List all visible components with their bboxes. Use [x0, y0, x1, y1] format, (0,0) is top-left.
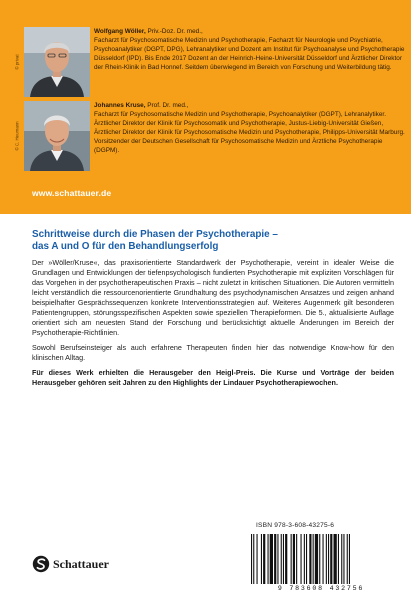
author-bio-text: Facharzt für Psychosomatische Medizin und Psychotherapie, Facharzt für Neurologie und Psychiatrie, Psychoanalytiker (DGPT, DPG), Lehranalytiker und Dozent am Institut für Psychoanalyse und Psychotherapie Düsseldorf (IPD). Bis Ende 2017 Dozent an der Heinrich-Heine-Universität Düsseldorf und Ärztlicher Direktor der Rhein-Klinik in Bad Honnef. Seitdem überwiegend im Bereich von Forschung und Weiterbildung tätig. [94, 37, 405, 72]
publisher-name: Schattauer [53, 556, 109, 571]
isbn-label: ISBN 978-3-608-43275-6 [256, 522, 335, 529]
award-paragraph: Für dieses Werk erhielten die Herausgeber den Heigl-Preis. Die Kurse und Vorträge der beiden Herausgeber gehören seit Jahren zu den Highlights der Lindauer Psychotherapiewochen. [32, 367, 394, 387]
author-name: Johannes Kruse, [94, 102, 146, 109]
blurb-paragraph: Sowohl Berufseinsteiger als auch erfahrene Therapeuten finden hier das notwendige Know-how für den klinischen Alltag. [32, 342, 394, 363]
author-panel [0, 0, 411, 214]
schattauer-logo-icon [32, 555, 50, 573]
author-photo [24, 101, 90, 171]
author-bio [94, 101, 408, 156]
author-portrait-icon [24, 27, 90, 97]
photo-credit: © C. Heumann [14, 121, 20, 151]
blurb-paragraph: Der »Wöller/Kruse«, das praxisorientierte Standardwerk der Psychotherapie, vereint in idealer Weise die Grundlagen und Entwicklungen der tiefenpsychologisch fundierten Psychotherapie mit expliziten Vorschlägen für das Vorgehen in der psychotherapeutischen Praxis – nicht zuletzt in kritischen Situationen. Die Autoren vermitteln leicht verständlich die ressourcenorientierte Grundhaltung des psychodynamischen Ansatzes und zeigen anhand beispielhafter Gesprächssequenzen konkrete Interventionsstrategien auf. Weiteres Augenmerk gilt besonderen Patientengruppen, störungsspezifischen Aspekten sowie speziellen Therapieformen. Die 5., aktualisierte Auflage orientiert sich am neuesten Stand der Forschung und berücksichtigt aktuelle Änderungen im Bereich der Psychotherapie-Richtlinien. [32, 258, 394, 338]
barcode [248, 534, 394, 588]
headline-line-2: das A und O für den Behandlungserfolg [32, 241, 219, 252]
headline-line-1: Schrittweise durch die Phasen der Psychotherapie – [32, 229, 278, 240]
author-photo [24, 27, 90, 97]
author-titles: Priv.-Doz. Dr. med., [145, 28, 203, 35]
photo-credit: © privat [14, 54, 20, 70]
author-portrait-icon [24, 101, 90, 171]
blurb-body [32, 258, 394, 392]
blurb-headline [32, 229, 392, 253]
publisher-website-link[interactable]: www.schattauer.de [32, 188, 112, 198]
author-titles: Prof. Dr. med., [145, 102, 189, 109]
barcode-digits: 9 783608 432756 [277, 585, 365, 592]
barcode-bars [248, 534, 394, 586]
author-name: Wolfgang Wöller, [94, 28, 146, 35]
author-bio [94, 27, 408, 72]
author-bio-text: Facharzt für Psychosomatische Medizin und Psychotherapie, Psychoanalytiker (DGPT), Lehranalytiker. Ärztlicher Direktor der Klinik für Psychosomatik und Psychotherapie, Justus-Liebig-Universität Gießen, Ärztlicher Direktor der Klinik für Psychosomatische Medizin und Psychotherapie, Philipps-Universität Marburg. Vorsitzender der Deutschen Gesellschaft für Psychosomatische Medizin und Ärztliche Psychotherapie (DGPM). [94, 111, 405, 155]
publisher-logo [32, 555, 109, 573]
